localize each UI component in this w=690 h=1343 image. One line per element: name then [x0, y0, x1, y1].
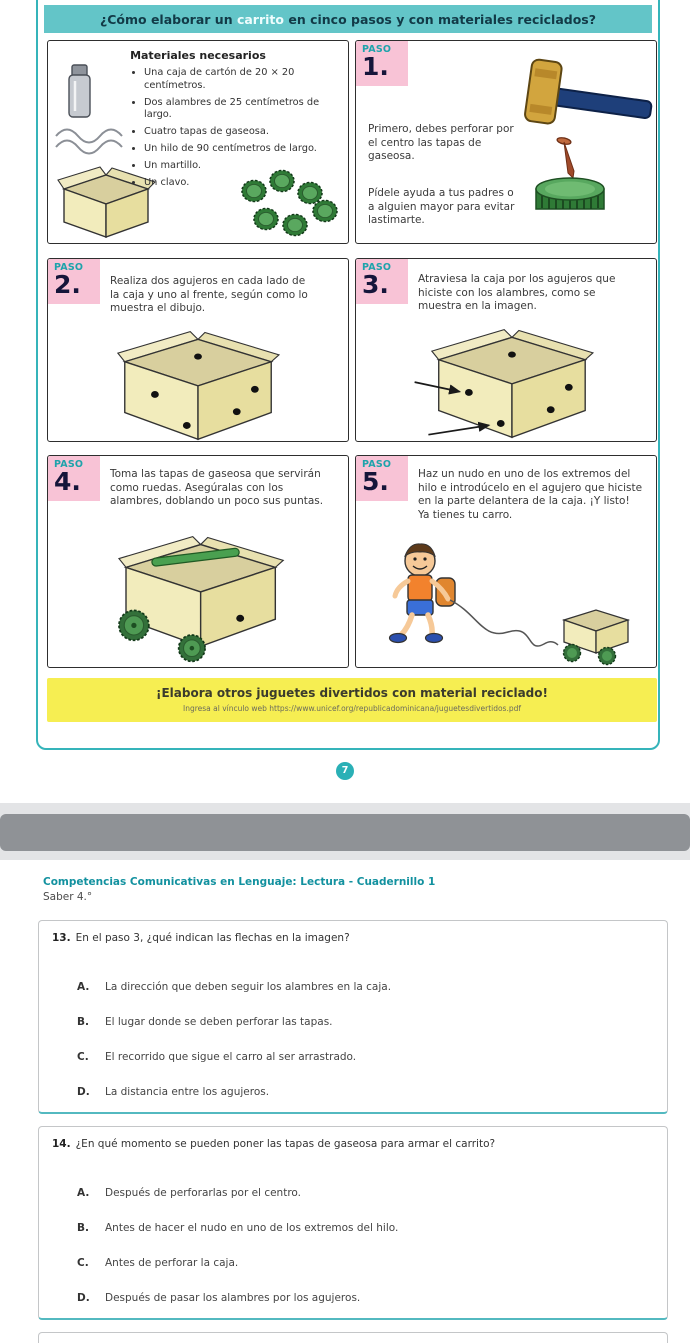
paso-label: PASO [362, 459, 392, 470]
step-2-panel [47, 258, 349, 442]
materials-title: Materiales necesarios [130, 49, 266, 62]
option-text: La distancia entre los agujeros. [105, 1086, 270, 1098]
worksheet-header: Competencias Comunicativas en Lenguaje: Lectura - Cuadernillo 1 [43, 876, 436, 888]
question-14-options [39, 1186, 667, 1305]
question-14-option-d [77, 1291, 653, 1305]
paso-label: PASO [54, 262, 84, 273]
materials-list [130, 67, 330, 194]
option-letter: D. [77, 1292, 90, 1304]
step-1-text: Primero, debes perforar por el centro las tapas de gaseosa. [368, 123, 514, 163]
option-text: El recorrido que sigue el carro al ser arrastrado. [105, 1051, 357, 1063]
option-text: Después de perforarlas por el centro. [105, 1187, 301, 1199]
paso-label: PASO [362, 262, 392, 273]
worksheet-page [0, 860, 690, 1343]
page-separator-band [0, 814, 690, 851]
question-13-stem [39, 921, 667, 944]
option-text: Antes de perforar la caja. [105, 1257, 239, 1269]
question-14 [38, 1126, 668, 1320]
page-separator [0, 803, 690, 860]
step-3-panel [355, 258, 657, 442]
paso-number: 5. [362, 467, 389, 496]
question-text: ¿En qué momento se pueden poner las tapas de gaseosa para armar el carrito? [75, 1138, 496, 1150]
wheel-icon [119, 610, 149, 640]
step-2-text: Realiza dos agujeros en cada lado de la caja y uno al frente, según como lo muestra el dibujo. [110, 275, 308, 315]
question-13-option-a [77, 980, 653, 994]
option-text: La dirección que deben seguir los alambres en la caja. [105, 981, 392, 993]
question-number: 13. [52, 932, 71, 944]
boy-pulling-cart-illustration [360, 534, 652, 666]
option-text: Después de pasar los alambres por los agujeros. [105, 1292, 361, 1304]
materials-item: • Cuatro tapas de gaseosa. [144, 126, 330, 139]
step-5-text: Haz un nudo en uno de los extremos del hilo e introdúcelo en el agujero que hiciste en la parte delantera de la caja. ¡Y listo! Ya tienes tu carro. [418, 468, 643, 521]
option-letter: B. [77, 1222, 89, 1234]
materials-item: • Un clavo. [144, 177, 330, 190]
question-14-option-a [77, 1186, 653, 1200]
question-14-option-c [77, 1256, 653, 1270]
banner-title: ¡Elabora otros juguetes divertidos con material reciclado! [156, 686, 548, 700]
paso-label: PASO [54, 459, 84, 470]
option-letter: A. [77, 981, 90, 993]
option-letter: D. [77, 1086, 90, 1098]
materials-item: • Dos alambres de 25 centímetros de largo. [144, 97, 330, 122]
question-13-option-c [77, 1050, 653, 1064]
paso-number: 4. [54, 467, 81, 496]
question-13-option-b [77, 1015, 653, 1029]
option-letter: B. [77, 1016, 89, 1028]
option-letter: C. [77, 1051, 89, 1063]
step-3-text: Atraviesa la caja por los agujeros que hiciste con los alambres, como se muestra en la imagen. [418, 273, 616, 313]
worksheet-subheader: Saber 4.° [43, 891, 93, 903]
boy-icon [390, 544, 456, 643]
materials-item: • Un hilo de 90 centímetros de largo. [144, 143, 330, 156]
bottle-cap-icon [536, 178, 604, 209]
step-5-badge [356, 456, 408, 501]
question-number: 14. [52, 1138, 71, 1150]
footer-banner [47, 678, 657, 722]
question-13 [38, 920, 668, 1114]
materials-item: • Una caja de cartón de 20 × 20 centímetros. [144, 67, 330, 92]
question-14-stem [39, 1127, 667, 1150]
nail-icon [69, 65, 90, 117]
step-3-badge [356, 259, 408, 304]
step-1-panel [355, 40, 657, 244]
question-13-option-d [77, 1085, 653, 1099]
step-4-badge [48, 456, 100, 501]
materials-item: • Un martillo. [144, 160, 330, 173]
box-with-holes-illustration [98, 329, 298, 441]
materials-panel [47, 40, 349, 244]
box-with-wheels-illustration [76, 534, 306, 664]
nail-icon [557, 137, 574, 178]
paso-number: 2. [54, 270, 81, 299]
title-post: en cinco pasos y con materiales reciclados? [283, 11, 597, 27]
hammer-icon [524, 59, 655, 138]
question-13-options [39, 980, 667, 1099]
string-icon [450, 600, 558, 646]
page-number-badge: 7 [336, 762, 354, 780]
paso-number: 1. [362, 52, 389, 81]
thread-icon [56, 130, 122, 154]
option-letter: A. [77, 1187, 90, 1199]
hammer-nail-cap-illustration [506, 49, 656, 239]
paso-number: 3. [362, 270, 389, 299]
option-text: El lugar donde se deben perforar las tapas. [105, 1016, 333, 1028]
step-1-text-2: Pídele ayuda a tus padres o a alguien mayor para evitar lastimarte. [368, 187, 515, 227]
question-15-partial [38, 1332, 668, 1343]
paso-label: PASO [362, 44, 392, 55]
cart-icon [564, 610, 629, 665]
infographic-title [44, 5, 652, 33]
option-text: Antes de hacer el nudo en uno de los extremos del hilo. [105, 1222, 399, 1234]
title-pre: ¿Cómo elaborar un [99, 11, 237, 27]
question-text: En el paso 3, ¿qué indican las flechas en la imagen? [75, 932, 350, 944]
step-4-panel [47, 455, 349, 668]
step-2-badge [48, 259, 100, 304]
step-1-badge [356, 41, 408, 86]
wheel-icon [179, 635, 205, 661]
option-letter: C. [77, 1257, 89, 1269]
question-14-option-b [77, 1221, 653, 1235]
step-5-panel [355, 455, 657, 668]
infographic-container [36, 0, 660, 750]
step-4-text: Toma las tapas de gaseosa que servirán como ruedas. Asegúralas con los alambres, doblando un poco sus puntas. [110, 468, 324, 508]
box-with-arrows-illustration [398, 327, 613, 439]
title-highlight: carrito [236, 11, 284, 27]
banner-link[interactable]: Ingresa al vínculo web https://www.unicef.org/republicadominicana/juguetesdivertidos.pdf [182, 704, 522, 713]
